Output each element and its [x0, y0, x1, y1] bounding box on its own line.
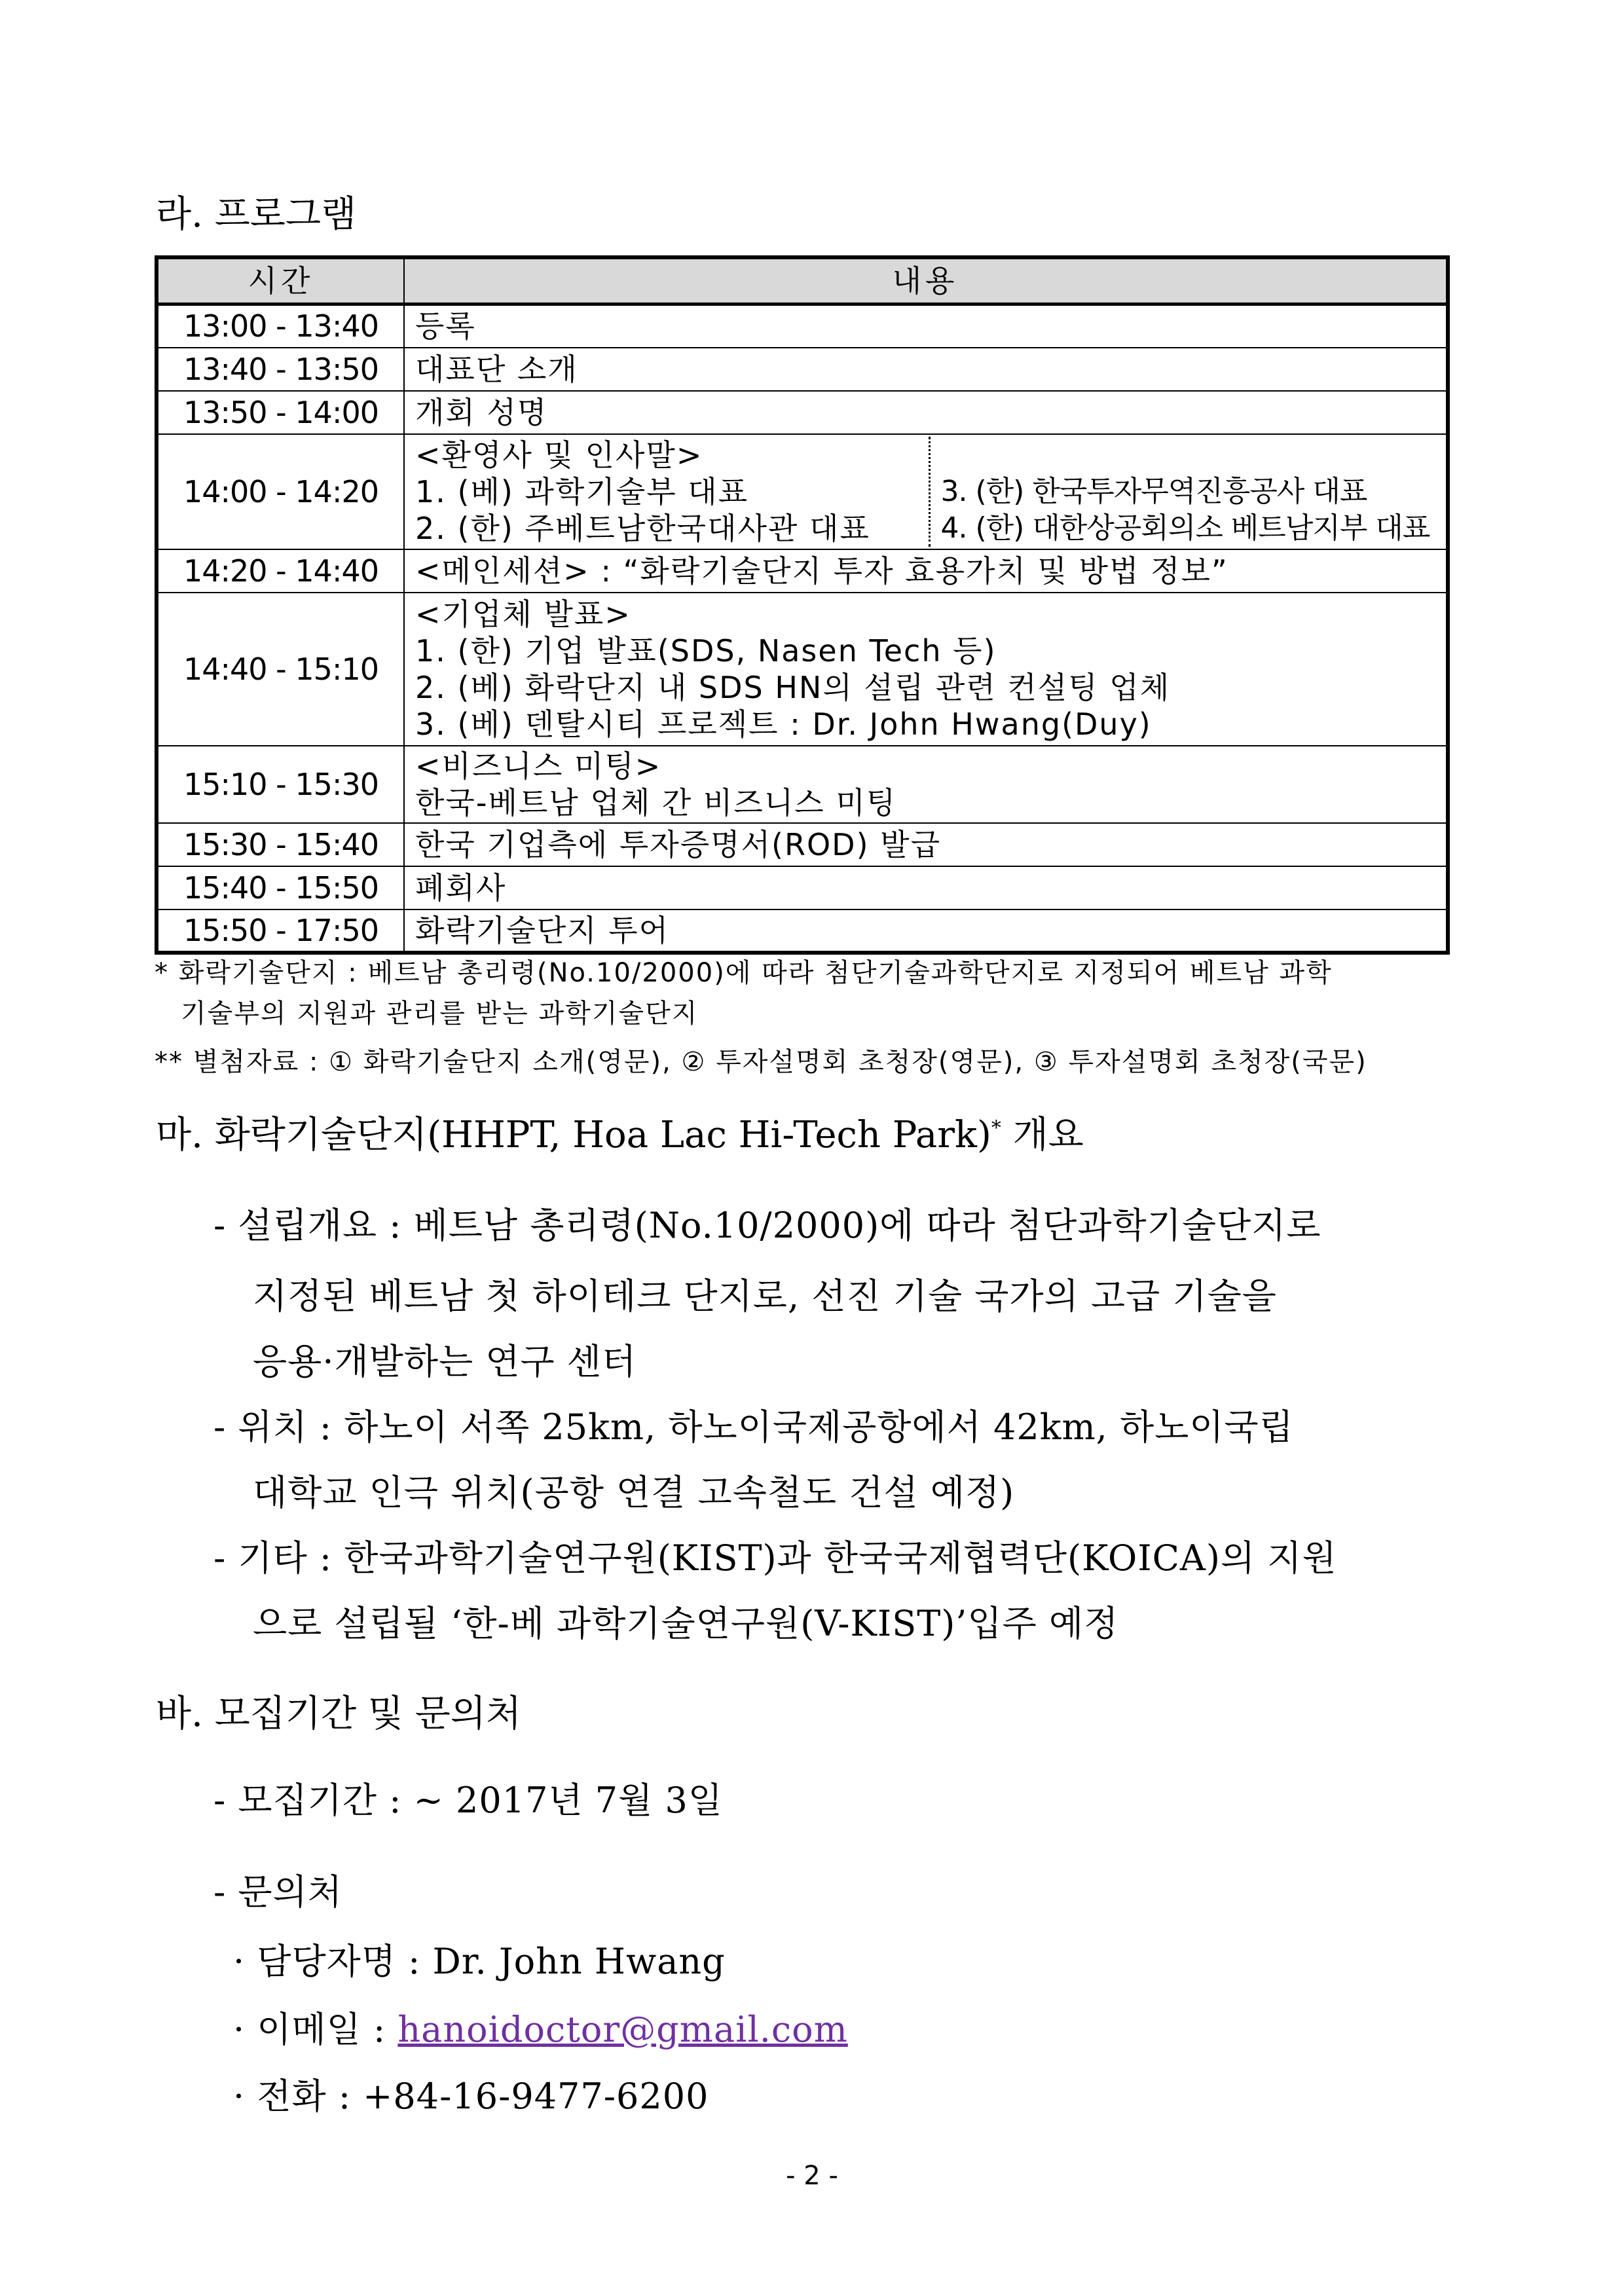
recruit-period: - 모집기간 : ~ 2017년 7월 3일 [213, 1780, 723, 1821]
row-time: 15:50 - 17:50 [157, 909, 404, 953]
table-row [157, 304, 1448, 348]
meeting-heading: <비즈니스 미팅> [415, 748, 662, 784]
overview-item-3-line-2: 으로 설립될 ‘한-베 과학기술연구원(V-KIST)’입주 예정 [253, 1603, 1119, 1644]
overview-item-1-line-1: - 설립개요 : 베트남 총리령(No.10/2000)에 따라 첨단과학기술단지로 [213, 1205, 1321, 1246]
company-heading: <기업체 발표> [415, 596, 631, 632]
welcome-left-col [415, 437, 931, 547]
table-header-row [157, 257, 1448, 304]
company-item-3: 3. (베) 덴탈시티 프로젝트 : Dr. John Hwang(Duy) [415, 706, 1152, 742]
row-time: 15:30 - 15:40 [157, 823, 404, 866]
program-section-title: 라. 프로그램 [156, 193, 357, 236]
row-time: 13:40 - 13:50 [157, 348, 404, 391]
footnote-1-line-1: * 화락기술단지 : 베트남 총리령(No.10/2000)에 따라 첨단기술과학단지로 지정되어 베트남 과학 [155, 958, 1333, 988]
welcome-heading: <환영사 및 인사말> [415, 437, 703, 473]
overview-title-text: 마. 화락기술단지(HHPT, Hoa Lac Hi-Tech Park) [156, 1114, 991, 1156]
company-item-2: 2. (베) 화락단지 내 SDS HN의 설립 관련 컨설팅 업체 [415, 669, 1171, 705]
overview-item-3-line-1: - 기타 : 한국과학기술연구원(KIST)과 한국국제협력단(KOICA)의 지원 [213, 1537, 1337, 1579]
row-time: 13:00 - 13:40 [157, 304, 404, 348]
row-content: <메인세션> : “화락기술단지 투자 효용가치 및 방법 정보” [404, 549, 1448, 593]
overview-title-suffix: 개요 [1001, 1114, 1084, 1156]
recruit-section-title: 바. 모집기간 및 문의처 [156, 1693, 522, 1735]
email-label: · 이메일 : [233, 2009, 398, 2050]
welcome-speaker-1: 1. (베) 과학기술부 대표 [415, 473, 749, 509]
row-content: 화락기술단지 투어 [404, 909, 1448, 953]
table-row [157, 593, 1448, 746]
contact-email-row [233, 1997, 848, 2063]
row-time: 13:50 - 14:00 [157, 391, 404, 434]
welcome-right-col [931, 437, 1447, 547]
table-row [157, 823, 1448, 866]
table-row [157, 866, 1448, 909]
row-time: 14:20 - 14:40 [157, 549, 404, 593]
row-content [404, 593, 1448, 746]
row-content [404, 434, 1448, 549]
table-row [157, 909, 1448, 953]
welcome-speaker-4: 4. (한) 대한상공회의소 베트남지부 대표 [940, 511, 1430, 545]
row-content: 한국 기업측에 투자증명서(ROD) 발급 [404, 823, 1448, 866]
footnote-1-line-2: 기술부의 지원과 관리를 받는 과학기술단지 [181, 999, 699, 1029]
contact-phone: · 전화 : +84-16-9477-6200 [233, 2076, 709, 2117]
row-content: 폐회사 [404, 866, 1448, 909]
row-time: 15:10 - 15:30 [157, 746, 404, 823]
header-content: 내용 [404, 257, 1448, 304]
contact-label: - 문의처 [213, 1871, 342, 1913]
overview-title-mark: * [991, 1116, 1001, 1140]
row-time: 14:00 - 14:20 [157, 434, 404, 549]
footnote-2: ** 별첨자료 : ① 화락기술단지 소개(영문), ② 투자설명회 초청장(영문), ③ 투자설명회 초청장(국문) [155, 1047, 1367, 1077]
contact-person: · 담당자명 : Dr. John Hwang [233, 1941, 726, 1982]
row-content: 대표단 소개 [404, 348, 1448, 391]
welcome-speaker-2: 2. (한) 주베트남한국대사관 대표 [415, 510, 870, 546]
meeting-item: 한국-베트남 업체 간 비즈니스 미팅 [415, 784, 897, 820]
table-row [157, 434, 1448, 549]
row-content: 등록 [404, 304, 1448, 348]
row-content: 개회 성명 [404, 391, 1448, 434]
table-row [157, 746, 1448, 823]
welcome-speaker-3: 3. (한) 한국투자무역진흥공사 대표 [940, 474, 1367, 508]
overview-section-title [156, 1114, 1084, 1156]
table-row [157, 549, 1448, 593]
email-link[interactable]: hanoidoctor@gmail.com [397, 2009, 848, 2050]
table-row [157, 348, 1448, 391]
company-item-1: 1. (한) 기업 발표(SDS, Nasen Tech 등) [415, 633, 997, 669]
overview-item-1-line-3: 응용·개발하는 연구 센터 [253, 1341, 637, 1382]
program-table [155, 255, 1450, 955]
overview-item-2-line-1: - 위치 : 하노이 서쪽 25km, 하노이국제공항에서 42km, 하노이국립 [213, 1406, 1294, 1448]
overview-item-1-line-2: 지정된 베트남 첫 하이테크 단지로, 선진 기술 국가의 고급 기술을 [253, 1276, 1277, 1317]
overview-item-2-line-2: 대학교 인극 위치(공항 연결 고속철도 건설 예정) [253, 1472, 1015, 1513]
row-time: 14:40 - 15:10 [157, 593, 404, 746]
header-time: 시간 [157, 257, 404, 304]
row-time: 15:40 - 15:50 [157, 866, 404, 909]
table-row [157, 391, 1448, 434]
page-number: - 2 - [786, 2161, 838, 2191]
row-content [404, 746, 1448, 823]
